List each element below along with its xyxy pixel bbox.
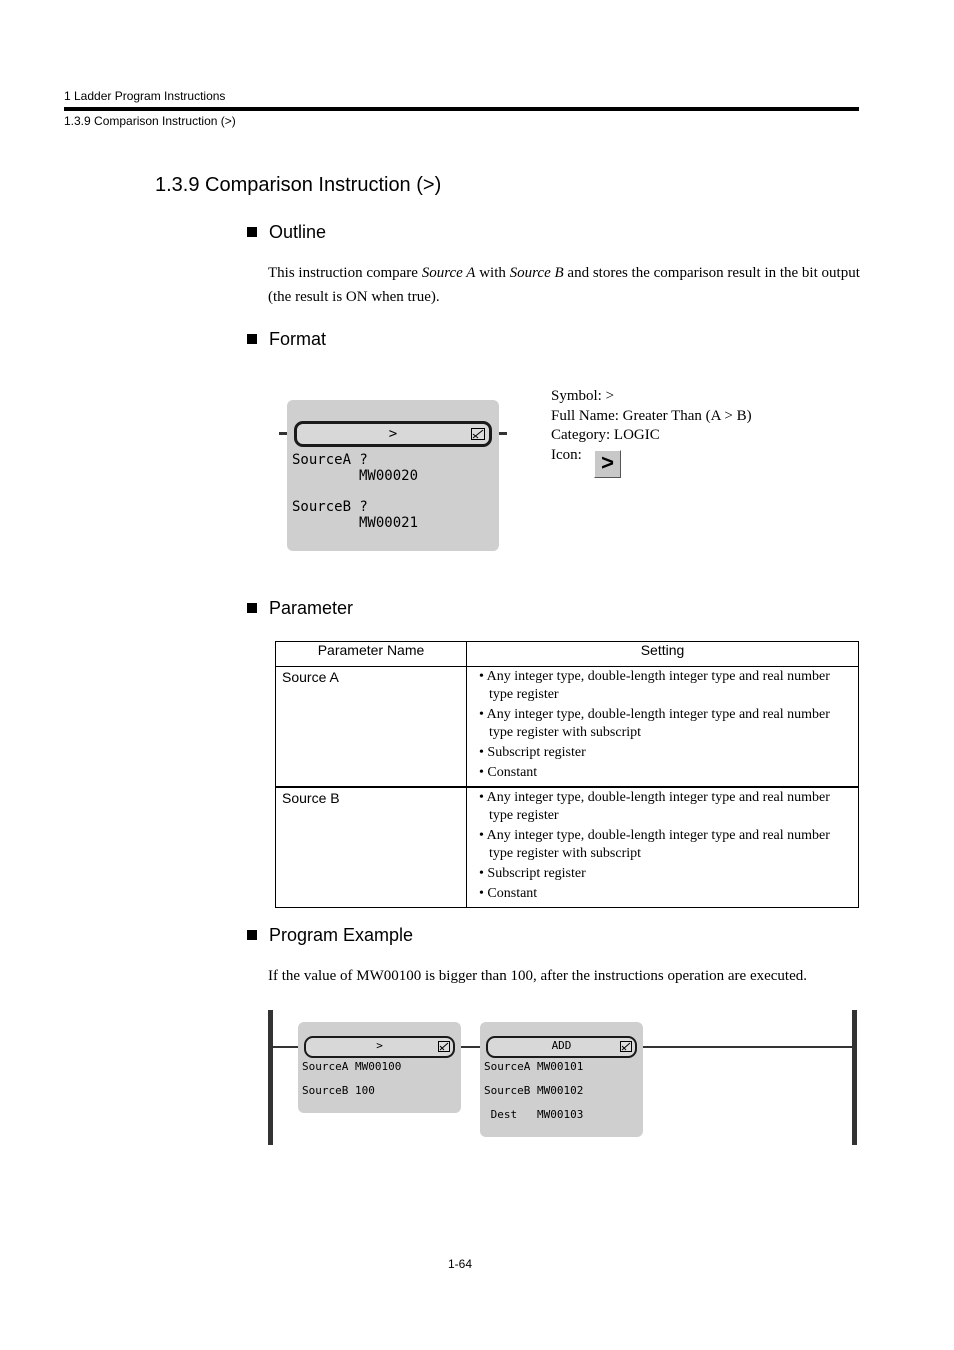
greater-than-icon-glyph: >	[601, 450, 614, 475]
add-dest: Dest MW00103	[484, 1108, 584, 1121]
setting-item: • Any integer type, double-length integer type and real number type register	[479, 669, 830, 702]
square-bullet-icon	[247, 334, 257, 344]
example-heading-label: Program Example	[269, 925, 414, 945]
parameter-setting	[467, 667, 859, 788]
compare-block-title-label: >	[376, 1039, 383, 1052]
parameter-name: Source B	[276, 787, 467, 908]
add-source-b: SourceB MW00102	[484, 1084, 584, 1097]
setting-item: • Any integer type, double-length integer type and real number type register with subscript	[479, 707, 830, 740]
column-header: Parameter Name	[276, 642, 467, 667]
outline-heading-label: Outline	[269, 222, 327, 242]
setting-item: • Constant	[479, 765, 538, 780]
parameter-setting	[467, 787, 859, 908]
format-source-b-label: SourceB ?	[292, 499, 368, 515]
table-header-row	[276, 642, 859, 667]
section-title: 1.3.9 Comparison Instruction (>)	[155, 174, 442, 196]
outline-text-part: and stores the comparison result in the bit output (the result is ON when true).	[268, 265, 860, 305]
parameter-heading	[247, 598, 353, 619]
square-bullet-icon	[247, 227, 257, 237]
format-icon-label: Icon:	[551, 446, 582, 463]
compare-block-title	[304, 1036, 455, 1058]
add-block-title	[486, 1036, 637, 1058]
outline-source-b: Source B	[509, 265, 564, 281]
setting-item: • Any integer type, double-length integer type and real number type register	[479, 790, 830, 823]
setting-item: • Subscript register	[479, 745, 586, 760]
block-menu-icon	[620, 1041, 632, 1052]
example-text: If the value of MW00100 is bigger than 100, after the instructions operation are executed.	[268, 968, 807, 984]
parameter-name: Source A	[276, 667, 467, 788]
add-source-a: SourceA MW00101	[484, 1060, 584, 1073]
block-menu-icon	[471, 428, 485, 440]
setting-item: • Any integer type, double-length integer type and real number type register with subscript	[479, 828, 830, 861]
setting-item: • Constant	[479, 886, 538, 901]
format-info	[551, 387, 752, 465]
compare-source-b: SourceB 100	[302, 1084, 375, 1097]
header-rule	[64, 107, 859, 111]
greater-than-icon	[594, 450, 621, 478]
format-source-a-label: SourceA ?	[292, 452, 368, 468]
right-power-rail	[852, 1010, 857, 1145]
compare-source-a: SourceA MW00100	[302, 1060, 402, 1073]
outline-source-a: Source A	[421, 265, 476, 281]
parameter-heading-label: Parameter	[269, 598, 354, 618]
outline-text-part: This instruction compare	[268, 265, 422, 281]
setting-item: • Subscript register	[479, 866, 586, 881]
example-heading	[247, 925, 413, 946]
square-bullet-icon	[247, 930, 257, 940]
format-symbol: Symbol: >	[551, 388, 615, 404]
table-row	[276, 787, 859, 908]
running-header-section: 1.3.9 Comparison Instruction (>)	[64, 114, 236, 128]
format-heading	[247, 329, 326, 350]
add-block-title-label: ADD	[551, 1039, 572, 1052]
outline-text	[268, 261, 860, 309]
table-row	[276, 667, 859, 788]
outline-heading	[247, 222, 326, 243]
page-number: 1-64	[448, 1257, 473, 1271]
running-header-chapter: 1 Ladder Program Instructions	[64, 89, 226, 103]
left-power-rail	[268, 1010, 273, 1145]
format-block-title-label: >	[388, 426, 398, 442]
format-heading-label: Format	[269, 329, 327, 349]
format-block-title	[294, 421, 492, 447]
format-full-name: Full Name: Greater Than (A > B)	[551, 407, 752, 424]
outline-text-part: with	[475, 265, 510, 281]
block-menu-icon	[438, 1041, 450, 1052]
square-bullet-icon	[247, 603, 257, 613]
format-category: Category: LOGIC	[551, 427, 660, 443]
parameter-table	[275, 641, 859, 908]
format-source-b-value: MW00021	[359, 515, 419, 531]
format-source-a-value: MW00020	[359, 468, 419, 484]
column-header: Setting	[467, 642, 859, 667]
